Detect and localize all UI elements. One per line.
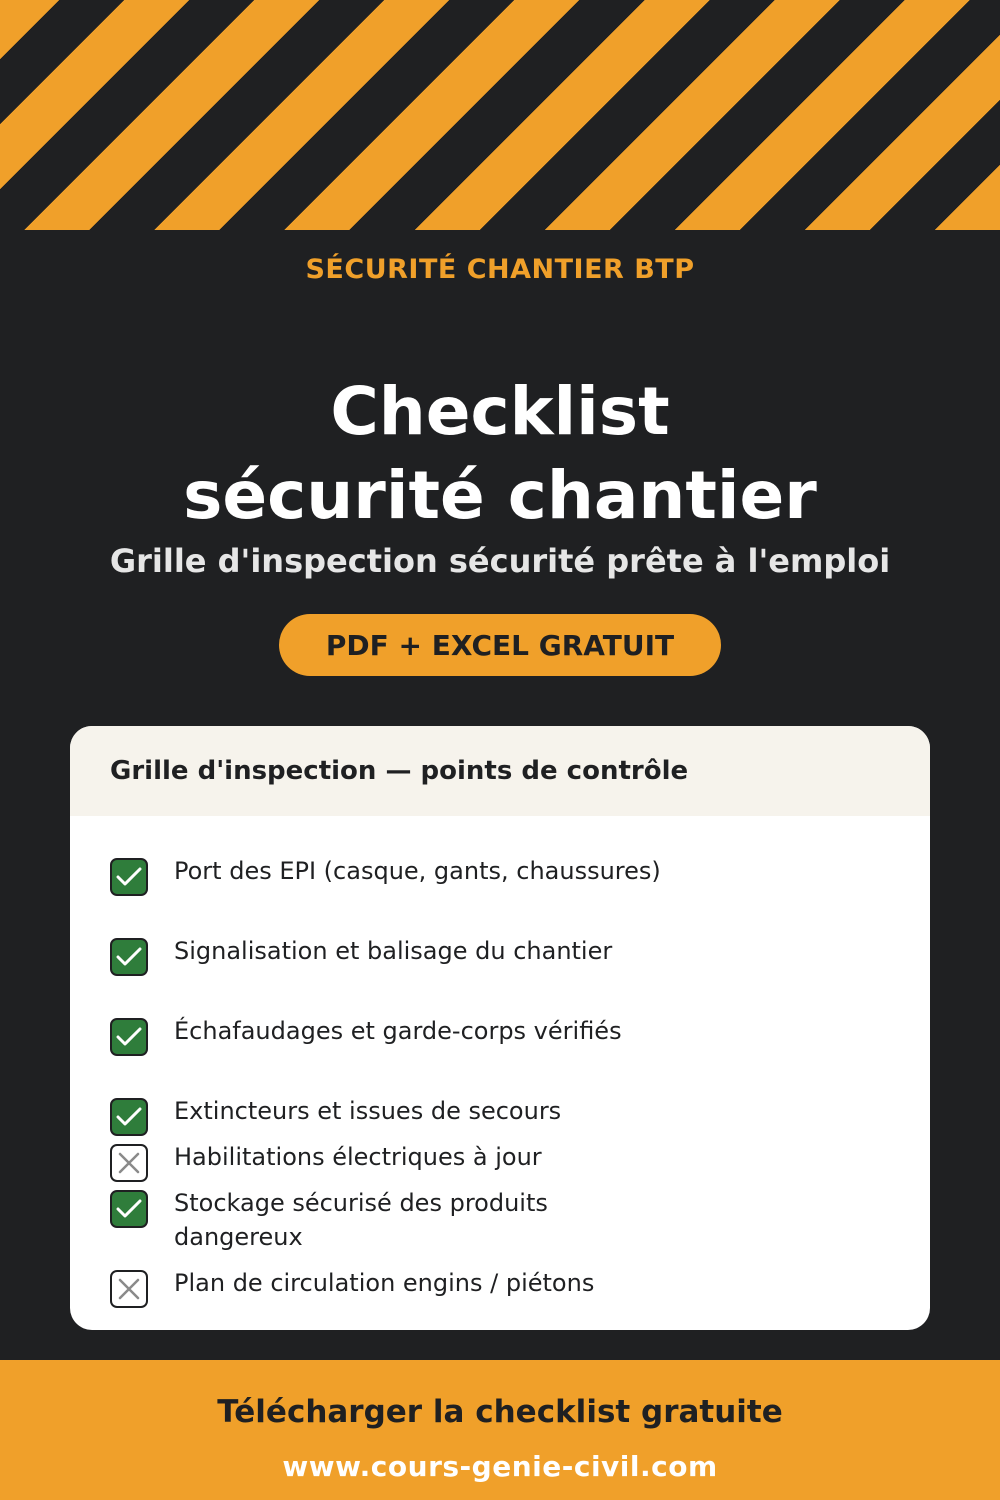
website-link[interactable]: www.cours-genie-civil.com	[282, 1450, 718, 1483]
checklist-item-label: Habilitations électriques à jour	[174, 1143, 542, 1171]
check-icon[interactable]	[110, 858, 148, 896]
checklist-item-label: Port des EPI (casque, gants, chaussures)	[174, 857, 661, 885]
check-icon[interactable]	[110, 938, 148, 976]
checklist-header: Grille d'inspection — points de contrôle	[70, 726, 930, 816]
cross-icon[interactable]	[110, 1270, 148, 1308]
title-line-1: Checklist	[330, 373, 670, 450]
check-icon[interactable]	[110, 1190, 148, 1228]
title-line-2: sécurité chantier	[183, 457, 817, 534]
checklist-item[interactable]	[110, 1014, 670, 1056]
download-cta[interactable]: Télécharger la checklist gratuite	[217, 1394, 783, 1430]
page-title	[0, 370, 1000, 538]
checklist-item-label: Stockage sécurisé des produits dangereux	[174, 1189, 548, 1251]
checklist-item[interactable]	[110, 1140, 670, 1182]
checklist-item-label: Signalisation et balisage du chantier	[174, 937, 613, 965]
checklist-item[interactable]	[110, 934, 670, 976]
checklist-item-label: Plan de circulation engins / piétons	[174, 1269, 595, 1297]
hazard-stripes-banner	[0, 0, 1000, 230]
checklist-item-label: Extincteurs et issues de secours	[174, 1097, 562, 1125]
format-badge: PDF + EXCEL GRATUIT	[279, 614, 721, 676]
subtitle: Grille d'inspection sécurité prête à l'emploi	[109, 542, 891, 580]
checklist-item[interactable]	[110, 1094, 670, 1136]
category-label: SÉCURITÉ CHANTIER BTP	[305, 254, 695, 285]
checklist-item-label: Échafaudages et garde-corps vérifiés	[174, 1017, 622, 1045]
checklist-item[interactable]	[110, 854, 670, 896]
check-icon[interactable]	[110, 1018, 148, 1056]
check-icon[interactable]	[110, 1098, 148, 1136]
checklist-item[interactable]	[110, 1266, 670, 1308]
checklist-item[interactable]	[110, 1186, 670, 1254]
checklist-card	[70, 726, 930, 1330]
cross-icon[interactable]	[110, 1144, 148, 1182]
